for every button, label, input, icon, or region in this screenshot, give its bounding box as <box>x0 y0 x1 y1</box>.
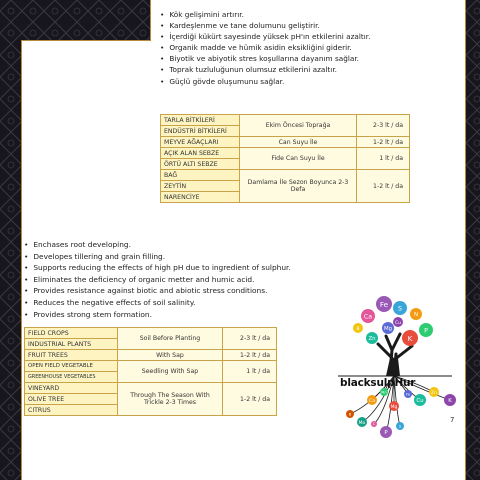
nutrient-node-c <box>371 421 377 427</box>
svg-text:C: C <box>372 422 376 427</box>
nutrient-tree-logo <box>328 288 462 438</box>
nutrient-node-mg <box>389 401 399 411</box>
svg-text:K: K <box>448 398 452 405</box>
method-cell: Soil Before Planting <box>118 328 223 350</box>
nutrient-node-n <box>410 308 422 320</box>
nutrient-node-ca <box>367 395 377 405</box>
nutrient-nodes-top <box>353 296 433 346</box>
crop-cell: BAĞ <box>161 170 240 181</box>
list-item: • Güçlü gövde oluşumunu sağlar. <box>160 76 370 87</box>
crop-cell: MEYVE AĞAÇLARI <box>161 137 240 148</box>
svg-text:K: K <box>407 333 413 343</box>
list-item: • Enchases root developing. <box>24 239 291 251</box>
crop-cell: INDUSTRIAL PLANTS <box>25 339 118 350</box>
nutrient-node-zn <box>366 332 378 344</box>
crop-cell: VINEYARD <box>25 383 118 394</box>
table-row <box>161 170 410 181</box>
svg-text:Zn: Zn <box>368 336 376 343</box>
svg-text:S: S <box>398 424 402 429</box>
list-item: • Supports reducing the effects of high pH due to ingredient of sulphur. <box>24 262 291 274</box>
table-row <box>25 383 277 394</box>
list-item: • Eliminates the deficiency of organic metter and humic acid. <box>24 274 291 286</box>
dose-cell: 1-2 lt / da <box>357 170 410 203</box>
list-item: • Biyotik ve abiyotik stres koşullarına dayanım sağlar. <box>160 53 370 64</box>
nutrient-node-ca <box>361 309 375 323</box>
crop-cell: OPEN FIELD VEGETABLE <box>25 361 118 372</box>
turkish-dosage-table <box>160 114 410 203</box>
method-cell: Damlama İle Sezon Boyunca 2-3 Defa <box>240 170 357 203</box>
nutrient-node-fe <box>404 390 412 398</box>
nutrient-node-zn <box>429 387 439 397</box>
table-row <box>161 148 410 159</box>
list-item: • Kardeşlenme ve tane dolumunu geliştirir. <box>160 20 370 31</box>
svg-text:S: S <box>398 305 402 313</box>
list-item: • Kök gelişimini artırır. <box>160 9 370 20</box>
crop-cell: OLIVE TREE <box>25 394 118 405</box>
gold-border-step <box>150 0 151 41</box>
decorative-frame-left <box>0 0 22 480</box>
table-row <box>161 115 410 126</box>
list-item: • Toprak tuzluluğunun olumsuz etkilerini azaltır. <box>160 64 370 75</box>
svg-text:Zn: Zn <box>431 390 437 396</box>
method-cell: Fide Can Suyu İle <box>240 148 357 170</box>
method-cell: Can Suyu İle <box>240 137 357 148</box>
decorative-frame-top <box>0 0 150 40</box>
nutrient-node-s <box>393 301 407 315</box>
svg-text:Fe: Fe <box>379 299 389 309</box>
svg-text:Ca: Ca <box>363 313 373 321</box>
nutrient-node-mg <box>382 322 394 334</box>
list-item: • Provides strong stem formation. <box>24 309 291 321</box>
crop-cell: ZEYTİN <box>161 181 240 192</box>
dose-cell: 2-3 lt / da <box>357 115 410 137</box>
svg-text:Ca: Ca <box>369 398 375 404</box>
page-number: 7 <box>450 416 455 424</box>
method-cell: Seedling With Sap <box>118 361 223 383</box>
svg-text:B: B <box>348 412 352 417</box>
svg-text:Mg: Mg <box>390 404 398 410</box>
svg-text:Fe: Fe <box>405 392 411 397</box>
crop-cell: FIELD CROPS <box>25 328 118 339</box>
nutrient-node-k <box>402 330 418 346</box>
dose-cell: 1-2 lt / da <box>357 137 410 148</box>
svg-text:Cu: Cu <box>416 398 424 405</box>
dose-cell: 1 lt / da <box>223 361 277 383</box>
nutrient-node-k <box>444 394 456 406</box>
svg-text:Mg: Mg <box>383 326 393 333</box>
list-item: • Organik madde ve hümik asidin eksikliğini giderir. <box>160 42 370 53</box>
nutrient-node-mn <box>380 388 388 396</box>
table-row <box>25 328 277 339</box>
svg-text:Cu: Cu <box>395 320 401 326</box>
svg-text:P: P <box>424 327 428 335</box>
svg-text:N: N <box>413 312 419 319</box>
pattern-right <box>466 0 480 480</box>
gold-border-top <box>21 40 150 41</box>
svg-text:B: B <box>356 326 360 332</box>
turkish-benefits-list <box>160 9 370 87</box>
gold-border-left <box>21 40 22 480</box>
list-item: • Provides resistance against biotic and abiotic stress conditions. <box>24 285 291 297</box>
nutrient-node-mo <box>357 417 367 427</box>
method-cell: Ekim Öncesi Toprağa <box>240 115 357 137</box>
crop-cell: GREENHOUSE VEGETABLES <box>25 372 118 383</box>
pattern-top <box>0 0 150 40</box>
crop-cell: AÇIK ALAN SEBZE <box>161 148 240 159</box>
pattern-left <box>0 0 22 480</box>
crop-cell: CITRUS <box>25 405 118 416</box>
nutrient-node-s <box>396 422 404 430</box>
crop-cell: TARLA BİTKİLERİ <box>161 115 240 126</box>
decorative-frame-right <box>466 0 480 480</box>
crop-cell: ENDÜSTRİ BİTKİLERİ <box>161 126 240 137</box>
nutrient-node-cu <box>393 317 403 327</box>
dose-cell: 1-2 lt / da <box>223 350 277 361</box>
table-row <box>25 350 277 361</box>
dose-cell: 1 lt / da <box>357 148 410 170</box>
svg-text:Mo: Mo <box>358 420 366 426</box>
list-item: • Reduces the negative effects of soil salinity. <box>24 297 291 309</box>
english-benefits-list <box>24 239 291 320</box>
gold-border-right <box>465 0 466 480</box>
english-dosage-table <box>24 327 277 416</box>
method-cell: With Sap <box>118 350 223 361</box>
method-cell: Through The Season With Trickle 2-3 Times <box>118 383 223 416</box>
crop-cell: ÖRTÜ ALTI SEBZE <box>161 159 240 170</box>
table-row <box>25 361 277 372</box>
nutrient-node-fe <box>376 296 392 312</box>
nutrient-node-p <box>419 323 433 337</box>
nutrient-node-p <box>380 426 392 438</box>
table-row <box>161 137 410 148</box>
list-item: • İçerdiği kükürt sayesinde yüksek pH'ın etkilerini azaltır. <box>160 31 370 42</box>
dose-cell: 1-2 lt / da <box>223 383 277 416</box>
nutrient-node-b <box>346 410 354 418</box>
crop-cell: FRUIT TREES <box>25 350 118 361</box>
dose-cell: 2-3 lt / da <box>223 328 277 350</box>
nutrient-node-cu <box>414 394 426 406</box>
svg-text:P: P <box>384 430 388 437</box>
crop-cell: NARENCİYE <box>161 192 240 203</box>
nutrient-nodes-bottom <box>346 387 456 438</box>
list-item: • Developes tillering and grain filling. <box>24 251 291 263</box>
nutrient-node-b <box>353 323 363 333</box>
svg-text:Mn: Mn <box>381 390 387 395</box>
brand-logo-text: blacksulpHur <box>340 377 416 389</box>
